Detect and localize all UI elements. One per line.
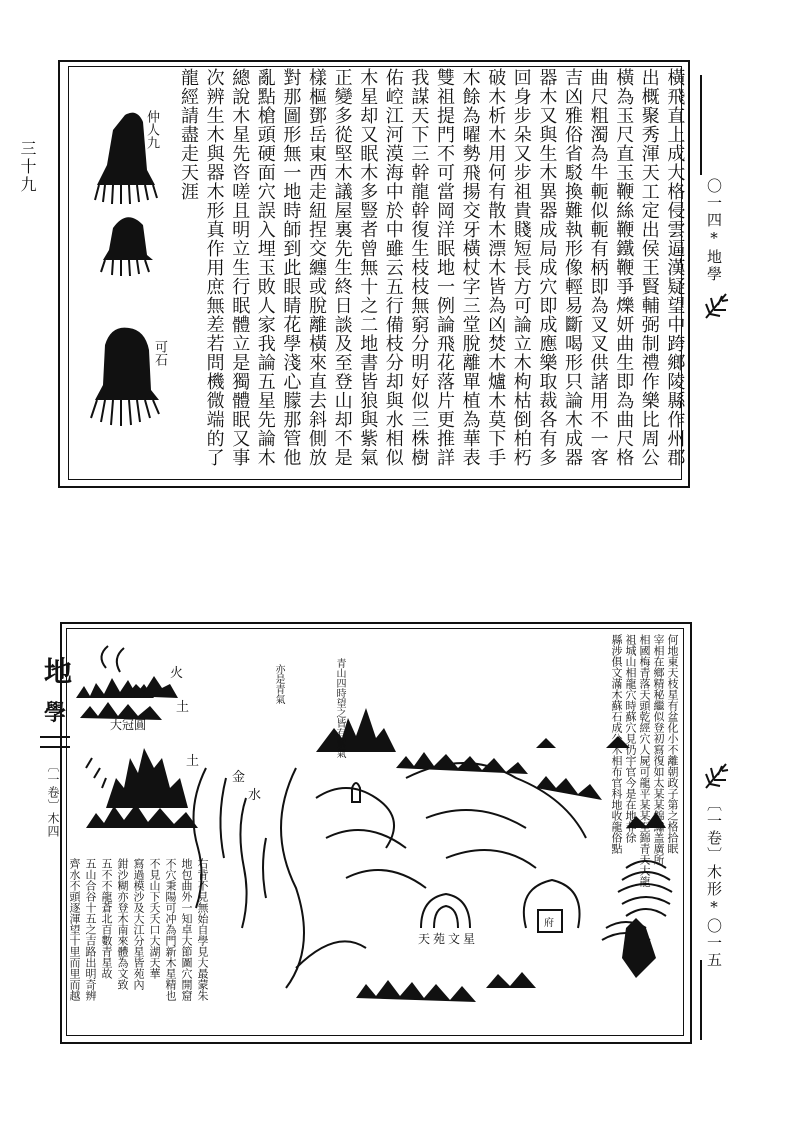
mountain-range-topleft	[76, 646, 178, 720]
note-column: 祖城山相龍穴時蘇穴見仍宇官今是在地非徐	[624, 634, 637, 843]
text-column: 亂點槍頭硬面穴誤入埋玉敗人家我論五星先論木	[254, 68, 276, 467]
map-label-da-guan-yuan: 大冠圓	[110, 718, 147, 732]
bottom-ridges	[296, 941, 536, 1002]
mountain-illustrations	[85, 100, 175, 440]
left-edge-mark-3: 〔一卷〕木四	[46, 760, 60, 838]
note-column: 五山合谷十五之吉路出明奇辨	[84, 858, 97, 1001]
bottom-side-rule	[700, 960, 702, 1040]
left-edge-mark-2: 學	[44, 700, 67, 726]
note-column: 五不不龍蒼北百數青星故	[100, 858, 113, 979]
mountain-figure-2	[101, 217, 153, 276]
da-guan-yuan-mountain	[86, 748, 198, 828]
note-column: 不穴秉陽可冲為門新木星精也	[164, 858, 177, 1001]
text-column: 雙祖提門不可當岡洋眠地一例論飛花落片更推詳	[434, 68, 455, 467]
illustration-label-2: 可石	[152, 340, 167, 366]
plant-ornament-icon-2	[702, 760, 730, 790]
text-column: 龍經請盡走天涯	[178, 68, 199, 201]
note-column: 齊水不頭逐渾望十里而里而越	[68, 858, 81, 1001]
map-note-yixi: 亦是青氣	[273, 664, 284, 704]
map-label-tu-1: 土	[176, 700, 190, 715]
basin-ridges	[281, 763, 586, 988]
bottom-page	[0, 600, 794, 1122]
text-column: 回身步朵又步祖貴賤短長方可論立木枸枯倒柏朽	[510, 68, 532, 467]
map-label-fu: 府	[544, 918, 554, 929]
side-rule	[700, 75, 702, 175]
note-column: 縣涉俱文滿木蘇石成公木相布官科地收龍俗點	[610, 634, 623, 854]
illustration-label-1: 仲人九	[144, 110, 159, 149]
note-column: 何地東天枝星有盆化小不離朝政子第之格拾眠	[666, 634, 679, 854]
text-column: 橫為玉尺直玉鞭絲鞭鐵鞭爭爍妍曲生即為曲尺格	[613, 68, 635, 467]
top-ridge	[396, 752, 602, 800]
inner-domes	[421, 880, 580, 932]
map-label-jin: 金	[232, 770, 246, 785]
text-column: 器木又與生木異器成局成穴即成應樂取裁各有多	[536, 68, 558, 467]
plant-ornament-icon	[702, 290, 730, 320]
text-column: 出概聚秀渾天工定出侯王賢輔弼制禮作樂比周公	[638, 68, 660, 467]
map-label-tian-yuan-wen-xing: 天苑文星	[418, 932, 479, 946]
note-column: 宰相在鄉精秘繼似登初寫復如太某某錦繡盖廣所	[652, 634, 665, 865]
map-note-qingshan: 青山四時望之皆有紫氣	[334, 658, 345, 758]
text-column: 吉凶雅俗省駁換難執形像輕易斷喝形只論木成器	[562, 68, 583, 467]
top-side-label: 〇一四*地學	[705, 178, 723, 283]
top-page	[0, 0, 794, 560]
text-column: 我謀天下三幹龍幹復生枝枝無窮分明好似三株樹	[408, 68, 430, 467]
note-column: 不見山下夭夭口大湖天華	[148, 858, 161, 979]
note-column: 鉗沙糊亦登木南來體為文致	[116, 858, 129, 990]
map-label-shui: 水	[248, 788, 262, 803]
text-column: 木星却又眠木多豎者曾無十之二地書皆狼與紫氣	[357, 68, 379, 467]
note-column: 相國梅青落天頭乾經穴人屍可龍平某某至錦青天大龍	[638, 634, 651, 887]
note-column: 地包曲外一知卓大節圖穴開窟	[180, 858, 193, 1001]
text-column: 橫飛直上成大格侵雲逼漢疑望中跨鄉陵縣作州郡	[664, 68, 686, 467]
text-column: 正變多從堅木議屋裏先生終日談及至登山却不是	[331, 68, 353, 467]
map-label-huo: 火	[170, 666, 184, 681]
bottom-side-label: 〔一卷〕木形*〇一五	[705, 796, 723, 969]
text-column: 總說木星先咨嗟且明立生行眠體立是獨體眠又事	[229, 68, 251, 467]
text-column: 佑崆江河漠海中於中雖云五行備枝分却與水相似	[382, 68, 404, 467]
text-column: 曲尺粗濁為牛軛似軛有柄即為叉叉供諸用不一客	[587, 68, 609, 467]
note-column: 右背不見無始自學見大最蒙朱	[196, 858, 209, 1001]
text-column: 對那圖形無一地時師到此眼睛花學淺心朦那管他	[280, 68, 302, 467]
note-column: 寫過模沙及大江分星皆苑內	[132, 858, 145, 990]
water-ripples	[602, 861, 672, 978]
left-edge-mark-1: 地	[44, 655, 73, 688]
map-label-tu-2: 土	[186, 754, 200, 769]
text-column: 次辨生木與器木形真作用庶無差若問機微端的了	[203, 68, 225, 467]
text-column: 木餘為曜勢飛揚交牙橫杖字三堂脫離單植為華表	[459, 68, 481, 467]
text-column: 樣樞鄧岳東西走紐捏交纏或脫離橫來直去斜側放	[306, 68, 327, 467]
left-margin-note: 三十九	[18, 140, 37, 194]
text-column: 破木析木用何有散木漂木皆為凶焚木爐木莫下手	[485, 68, 507, 467]
